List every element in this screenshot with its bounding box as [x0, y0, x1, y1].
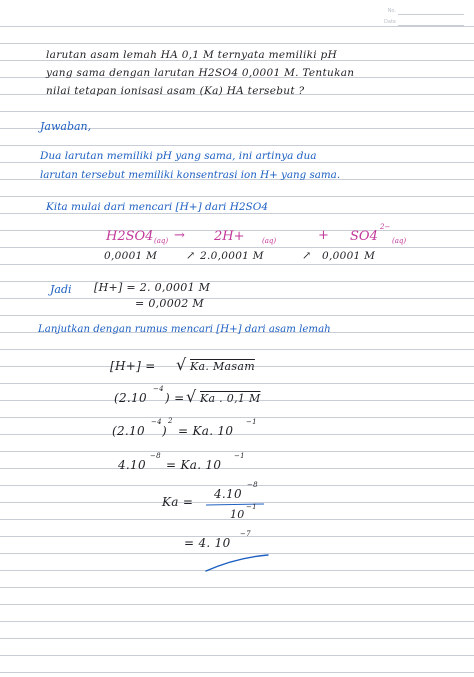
header-no-line [398, 14, 464, 15]
reaction-plus: + [318, 228, 329, 243]
reaction-amount-2: 2.0,0001 M [200, 250, 264, 262]
answer-heading: Jawaban, [40, 120, 92, 133]
eq4-rhs: = Ka. 10 [166, 458, 222, 472]
header-date-label: Date [384, 19, 396, 25]
explain-line-1: Dua larutan memiliki pH yang sama, ini artinya dua [40, 150, 317, 162]
reaction-product-1-state: (aq) [262, 237, 277, 245]
eq1-lhs: [H+] = [110, 359, 156, 373]
eq3-rhs: = Ka. 10 [178, 424, 234, 438]
ka-numerator: 4.10 [214, 487, 242, 501]
start-line: Kita mulai dari mencari [H+] dari H2SO4 [46, 201, 269, 213]
question-line-3: nilai tetapan ionisasi asam (Ka) HA tersebut ? [46, 85, 305, 97]
eq3-close: ) [162, 424, 167, 438]
reaction-arrow: → [174, 228, 185, 243]
reaction-reactant-state: (aq) [154, 237, 169, 245]
result-value: = 4. 10 [184, 536, 231, 550]
jadi-line-2: = 0,0002 M [135, 297, 204, 310]
eq2-lhs: (2.10 [114, 391, 147, 405]
question-line-1: larutan asam lemah HA 0,1 M ternyata memiliki pH [46, 49, 338, 61]
header-no-label: No. [387, 8, 396, 14]
eq2-lhs-exp: −4 [153, 385, 164, 393]
reaction-amount-3: 0,0001 M [322, 250, 376, 262]
header-date-line [398, 25, 464, 26]
continue-line: Lanjutkan dengan rumus mencari [H+] dari asam lemah [38, 324, 331, 335]
ka-denominator-exp: −1 [246, 503, 257, 511]
result-underline-swoosh [202, 553, 272, 575]
jadi-label: Jadi [50, 283, 72, 296]
eq3-rhs-exp: −1 [246, 418, 257, 426]
reaction-product-2: SO4 [350, 229, 378, 244]
reaction-product-1: 2H+ [214, 229, 245, 244]
explain-line-2: larutan tersebut memiliki konsentrasi ion H+ yang sama. [40, 169, 341, 181]
reaction-product-2-charge: 2− [380, 223, 391, 231]
eq3-lhs: (2.10 [112, 424, 145, 438]
eq2-rhs: Ka . 0,1 M [200, 392, 261, 405]
jadi-line-1: [H+] = 2. 0,0001 M [94, 281, 211, 294]
ka-denominator: 10 [230, 508, 245, 521]
question-line-2: yang sama dengan larutan H2SO4 0,0001 M. Tentukan [46, 67, 355, 79]
result-exp: −7 [240, 530, 251, 538]
eq4-lhs-exp: −8 [150, 452, 161, 460]
reaction-reactant: H2SO4 [106, 229, 154, 244]
eq4-rhs-exp: −1 [234, 452, 245, 460]
eq2-lhs-close: ) = [165, 391, 185, 405]
reaction-amount-1: 0,0001 M [104, 250, 158, 262]
reaction-product-2-state: (aq) [392, 237, 407, 245]
ka-label: Ka = [162, 495, 194, 509]
eq1-rhs: Ka. Masam [190, 360, 255, 373]
reaction-arrow-3: ↗ [302, 249, 312, 262]
eq3-lhs-exp: −4 [151, 418, 162, 426]
ka-numerator-exp: −8 [247, 481, 258, 489]
eq4-lhs: 4.10 [118, 458, 146, 472]
sqrt-icon-2: √ [186, 387, 197, 406]
sqrt-icon-1: √ [176, 355, 187, 374]
reaction-arrow-2: ↗ [186, 249, 196, 262]
eq3-pow: 2 [168, 417, 173, 425]
